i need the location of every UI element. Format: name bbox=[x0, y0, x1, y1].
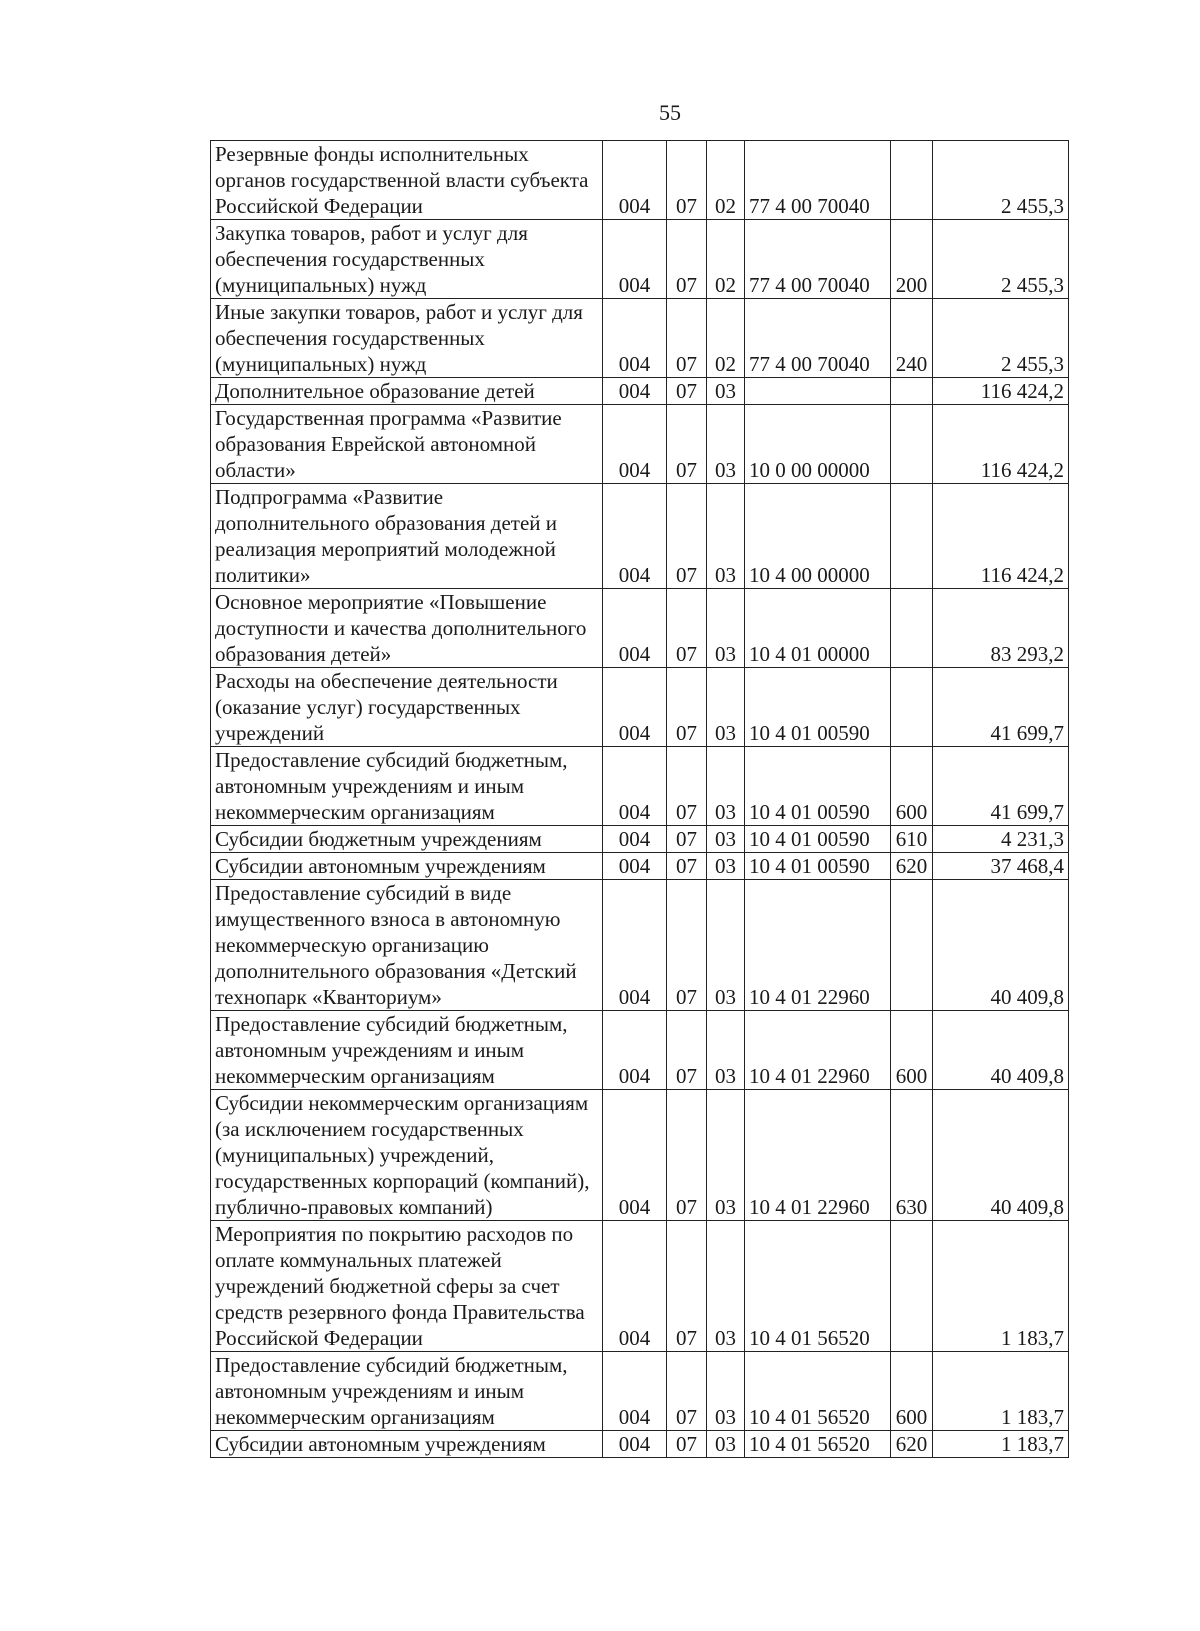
table-row bbox=[211, 1090, 1069, 1221]
subsection-code-cell: 02 bbox=[707, 299, 745, 378]
expense-type-cell: 600 bbox=[891, 747, 933, 826]
target-article-cell: 10 4 01 00590 bbox=[745, 747, 891, 826]
expense-name-cell: Подпрограмма «Развитие дополнительного образования детей и реализация мероприятий молодежной политики» bbox=[211, 484, 603, 589]
expense-type-cell: 240 bbox=[891, 299, 933, 378]
ministry-code-cell: 004 bbox=[603, 484, 667, 589]
expense-type-cell bbox=[891, 880, 933, 1011]
section-code-cell: 07 bbox=[667, 1011, 707, 1090]
section-code-cell: 07 bbox=[667, 1090, 707, 1221]
subsection-code-cell: 03 bbox=[707, 747, 745, 826]
table-row bbox=[211, 484, 1069, 589]
ministry-code-cell: 004 bbox=[603, 589, 667, 668]
amount-cell: 1 183,7 bbox=[933, 1221, 1069, 1352]
expense-type-cell: 200 bbox=[891, 220, 933, 299]
expense-name-cell: Дополнительное образование детей bbox=[211, 378, 603, 405]
subsection-code-cell: 03 bbox=[707, 853, 745, 880]
amount-cell: 40 409,8 bbox=[933, 880, 1069, 1011]
ministry-code-cell: 004 bbox=[603, 1221, 667, 1352]
expense-name-cell: Предоставление субсидий бюджетным, автономным учреждениям и иным некоммерческим организациям bbox=[211, 747, 603, 826]
ministry-code-cell: 004 bbox=[603, 299, 667, 378]
amount-cell: 116 424,2 bbox=[933, 484, 1069, 589]
subsection-code-cell: 03 bbox=[707, 880, 745, 1011]
section-code-cell: 07 bbox=[667, 378, 707, 405]
table-row bbox=[211, 853, 1069, 880]
section-code-cell: 07 bbox=[667, 484, 707, 589]
table-row bbox=[211, 589, 1069, 668]
expense-name-cell: Предоставление субсидий бюджетным, автономным учреждениям и иным некоммерческим организациям bbox=[211, 1352, 603, 1431]
amount-cell: 116 424,2 bbox=[933, 405, 1069, 484]
ministry-code-cell: 004 bbox=[603, 747, 667, 826]
expense-type-cell bbox=[891, 668, 933, 747]
amount-cell: 4 231,3 bbox=[933, 826, 1069, 853]
table-row bbox=[211, 1431, 1069, 1458]
ministry-code-cell: 004 bbox=[603, 405, 667, 484]
section-code-cell: 07 bbox=[667, 826, 707, 853]
subsection-code-cell: 03 bbox=[707, 378, 745, 405]
expense-name-cell: Государственная программа «Развитие образования Еврейской автономной области» bbox=[211, 405, 603, 484]
subsection-code-cell: 02 bbox=[707, 220, 745, 299]
budget-table bbox=[210, 140, 1069, 1458]
ministry-code-cell: 004 bbox=[603, 880, 667, 1011]
subsection-code-cell: 03 bbox=[707, 405, 745, 484]
page-number: 55 bbox=[659, 100, 681, 125]
expense-type-cell: 600 bbox=[891, 1011, 933, 1090]
expense-type-cell: 610 bbox=[891, 826, 933, 853]
expense-type-cell: 620 bbox=[891, 1431, 933, 1458]
amount-cell: 41 699,7 bbox=[933, 747, 1069, 826]
section-code-cell: 07 bbox=[667, 299, 707, 378]
table-row bbox=[211, 826, 1069, 853]
subsection-code-cell: 02 bbox=[707, 141, 745, 220]
section-code-cell: 07 bbox=[667, 853, 707, 880]
amount-cell: 83 293,2 bbox=[933, 589, 1069, 668]
section-code-cell: 07 bbox=[667, 141, 707, 220]
section-code-cell: 07 bbox=[667, 1221, 707, 1352]
section-code-cell: 07 bbox=[667, 880, 707, 1011]
amount-cell: 2 455,3 bbox=[933, 141, 1069, 220]
section-code-cell: 07 bbox=[667, 405, 707, 484]
expense-type-cell: 620 bbox=[891, 853, 933, 880]
subsection-code-cell: 03 bbox=[707, 1221, 745, 1352]
section-code-cell: 07 bbox=[667, 1352, 707, 1431]
target-article-cell: 77 4 00 70040 bbox=[745, 141, 891, 220]
target-article-cell: 10 4 01 22960 bbox=[745, 1090, 891, 1221]
expense-name-cell: Закупка товаров, работ и услуг для обеспечения государственных (муниципальных) нужд bbox=[211, 220, 603, 299]
expense-name-cell: Субсидии автономным учреждениям bbox=[211, 1431, 603, 1458]
expense-name-cell: Субсидии автономным учреждениям bbox=[211, 853, 603, 880]
amount-cell: 37 468,4 bbox=[933, 853, 1069, 880]
subsection-code-cell: 03 bbox=[707, 826, 745, 853]
table-body bbox=[211, 141, 1069, 1458]
target-article-cell: 10 4 01 56520 bbox=[745, 1352, 891, 1431]
amount-cell: 2 455,3 bbox=[933, 299, 1069, 378]
expense-type-cell bbox=[891, 378, 933, 405]
subsection-code-cell: 03 bbox=[707, 484, 745, 589]
section-code-cell: 07 bbox=[667, 220, 707, 299]
expense-name-cell: Резервные фонды исполнительных органов государственной власти субъекта Российской Федерации bbox=[211, 141, 603, 220]
target-article-cell: 10 4 01 00590 bbox=[745, 853, 891, 880]
expense-name-cell: Предоставление субсидий бюджетным, автономным учреждениям и иным некоммерческим организациям bbox=[211, 1011, 603, 1090]
table-row bbox=[211, 405, 1069, 484]
subsection-code-cell: 03 bbox=[707, 1431, 745, 1458]
target-article-cell: 10 0 00 00000 bbox=[745, 405, 891, 484]
subsection-code-cell: 03 bbox=[707, 668, 745, 747]
ministry-code-cell: 004 bbox=[603, 378, 667, 405]
subsection-code-cell: 03 bbox=[707, 589, 745, 668]
target-article-cell: 77 4 00 70040 bbox=[745, 299, 891, 378]
target-article-cell: 10 4 01 56520 bbox=[745, 1221, 891, 1352]
table-row bbox=[211, 668, 1069, 747]
target-article-cell: 77 4 00 70040 bbox=[745, 220, 891, 299]
amount-cell: 1 183,7 bbox=[933, 1352, 1069, 1431]
amount-cell: 2 455,3 bbox=[933, 220, 1069, 299]
expense-type-cell bbox=[891, 405, 933, 484]
ministry-code-cell: 004 bbox=[603, 141, 667, 220]
ministry-code-cell: 004 bbox=[603, 826, 667, 853]
ministry-code-cell: 004 bbox=[603, 1431, 667, 1458]
table-row bbox=[211, 880, 1069, 1011]
amount-cell: 41 699,7 bbox=[933, 668, 1069, 747]
expense-type-cell bbox=[891, 141, 933, 220]
table-row bbox=[211, 1221, 1069, 1352]
expense-name-cell: Предоставление субсидий в виде имущественного взноса в автономную некоммерческую организацию дополнительного образования «Детский технопарк «Кванториум» bbox=[211, 880, 603, 1011]
ministry-code-cell: 004 bbox=[603, 1011, 667, 1090]
subsection-code-cell: 03 bbox=[707, 1352, 745, 1431]
expense-type-cell bbox=[891, 484, 933, 589]
table-row bbox=[211, 1011, 1069, 1090]
expense-name-cell: Субсидии некоммерческим организациям (за исключением государственных (муниципальных) учреждений, государственных корпораций (компаний), публично-правовых компаний) bbox=[211, 1090, 603, 1221]
amount-cell: 40 409,8 bbox=[933, 1011, 1069, 1090]
target-article-cell: 10 4 01 56520 bbox=[745, 1431, 891, 1458]
expense-type-cell: 630 bbox=[891, 1090, 933, 1221]
table-row bbox=[211, 747, 1069, 826]
target-article-cell: 10 4 01 00590 bbox=[745, 826, 891, 853]
table-row bbox=[211, 299, 1069, 378]
target-article-cell: 10 4 01 22960 bbox=[745, 1011, 891, 1090]
target-article-cell: 10 4 00 00000 bbox=[745, 484, 891, 589]
table-row bbox=[211, 378, 1069, 405]
amount-cell: 116 424,2 bbox=[933, 378, 1069, 405]
ministry-code-cell: 004 bbox=[603, 1090, 667, 1221]
target-article-cell: 10 4 01 00000 bbox=[745, 589, 891, 668]
table-row bbox=[211, 1352, 1069, 1431]
target-article-cell: 10 4 01 00590 bbox=[745, 668, 891, 747]
section-code-cell: 07 bbox=[667, 589, 707, 668]
table-row bbox=[211, 141, 1069, 220]
subsection-code-cell: 03 bbox=[707, 1090, 745, 1221]
ministry-code-cell: 004 bbox=[603, 1352, 667, 1431]
expense-name-cell: Субсидии бюджетным учреждениям bbox=[211, 826, 603, 853]
ministry-code-cell: 004 bbox=[603, 853, 667, 880]
expense-type-cell bbox=[891, 1221, 933, 1352]
expense-name-cell: Иные закупки товаров, работ и услуг для обеспечения государственных (муниципальных) нужд bbox=[211, 299, 603, 378]
amount-cell: 1 183,7 bbox=[933, 1431, 1069, 1458]
section-code-cell: 07 bbox=[667, 747, 707, 826]
ministry-code-cell: 004 bbox=[603, 668, 667, 747]
expense-type-cell bbox=[891, 589, 933, 668]
section-code-cell: 07 bbox=[667, 1431, 707, 1458]
expense-name-cell: Расходы на обеспечение деятельности (оказание услуг) государственных учреждений bbox=[211, 668, 603, 747]
expense-type-cell: 600 bbox=[891, 1352, 933, 1431]
expense-name-cell: Основное мероприятие «Повышение доступности и качества дополнительного образования детей» bbox=[211, 589, 603, 668]
amount-cell: 40 409,8 bbox=[933, 1090, 1069, 1221]
target-article-cell: 10 4 01 22960 bbox=[745, 880, 891, 1011]
subsection-code-cell: 03 bbox=[707, 1011, 745, 1090]
table-row bbox=[211, 220, 1069, 299]
ministry-code-cell: 004 bbox=[603, 220, 667, 299]
section-code-cell: 07 bbox=[667, 668, 707, 747]
expense-name-cell: Мероприятия по покрытию расходов по оплате коммунальных платежей учреждений бюджетной сферы за счет средств резервного фонда Правительства Российской Федерации bbox=[211, 1221, 603, 1352]
target-article-cell bbox=[745, 378, 891, 405]
